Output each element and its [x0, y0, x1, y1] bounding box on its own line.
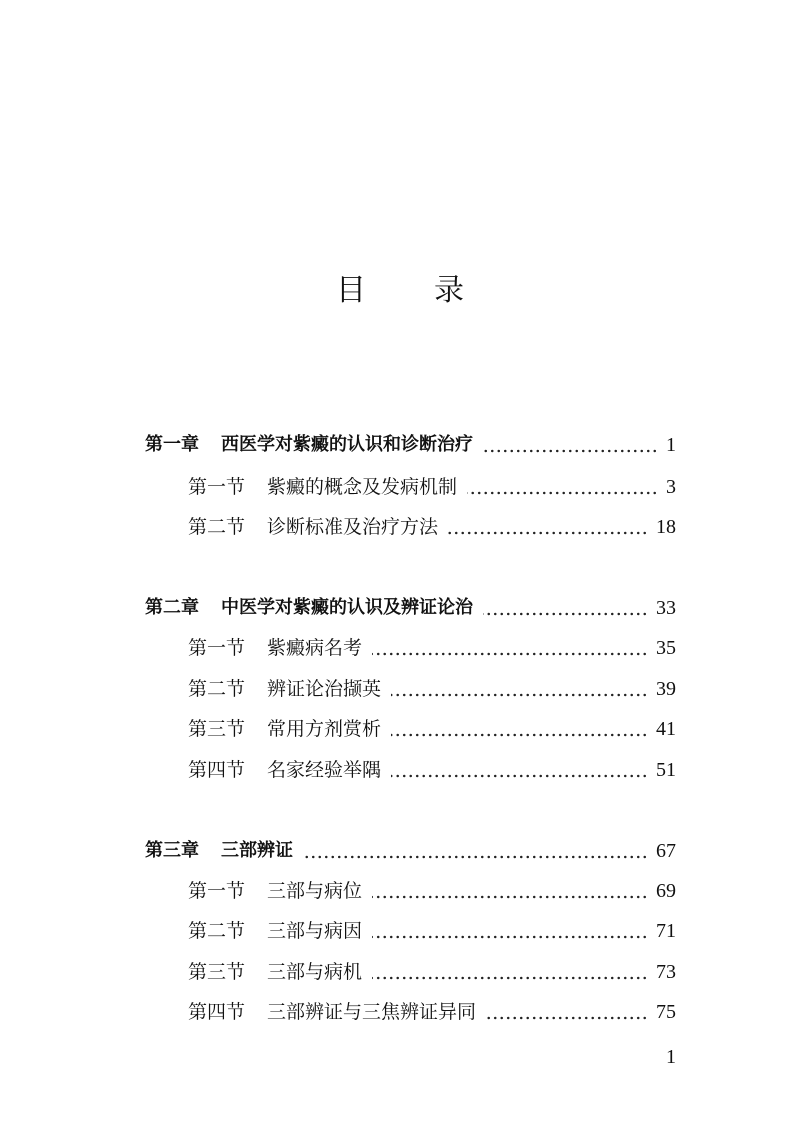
- entry-title: 三部辨证: [221, 840, 293, 861]
- entry-number: 第三节: [188, 718, 246, 740]
- page-title: [0, 265, 800, 309]
- entry-title: 三部与病因: [267, 920, 363, 942]
- dot-leader: [372, 918, 648, 944]
- entry-number: 第一节: [188, 880, 246, 902]
- entry-page: 41: [656, 718, 676, 740]
- dot-leader: [372, 878, 648, 904]
- entry-number: 第三节: [188, 961, 246, 983]
- toc-section-entry[interactable]: [188, 757, 676, 783]
- entry-number: 第二节: [188, 516, 246, 538]
- dot-leader: [483, 432, 658, 458]
- entry-page: 71: [656, 920, 676, 942]
- entry-page: 3: [666, 476, 676, 498]
- entry-title: 中医学对紫癜的认识及辨证论治: [221, 597, 473, 618]
- entry-title: 诊断标准及治疗方法: [267, 516, 439, 538]
- entry-page: 18: [656, 516, 676, 538]
- entry-page: 35: [656, 637, 676, 659]
- entry-number: 第一节: [188, 637, 246, 659]
- entry-number: 第一章: [145, 434, 199, 455]
- entry-title: 三部辨证与三焦辨证异同: [267, 1001, 477, 1023]
- dot-leader: [391, 716, 648, 742]
- dot-leader: [467, 474, 658, 500]
- entry-page: 1: [666, 434, 676, 456]
- entry-title: 辨证论治撷英: [267, 678, 382, 700]
- entry-title: 常用方剂赏析: [267, 718, 382, 740]
- dot-leader: [448, 514, 648, 540]
- dot-leader: [483, 595, 648, 621]
- entry-number: 第一节: [188, 476, 246, 498]
- entry-title: 名家经验举隅: [267, 759, 382, 781]
- entry-title: 西医学对紫癜的认识和诊断治疗: [221, 434, 473, 455]
- entry-number: 第二章: [145, 597, 199, 618]
- entry-number: 第二节: [188, 678, 246, 700]
- dot-leader: [372, 635, 648, 661]
- dot-leader: [372, 959, 648, 985]
- dot-leader: [391, 676, 648, 702]
- title-char: 目: [336, 273, 366, 308]
- entry-title: 三部与病位: [267, 880, 363, 902]
- entry-page: 33: [656, 597, 676, 619]
- toc-section-entry[interactable]: [188, 676, 676, 702]
- entry-page: 75: [656, 1001, 676, 1023]
- entry-number: 第四节: [188, 759, 246, 781]
- toc-chapter-entry[interactable]: [145, 838, 676, 864]
- entry-number: 第三章: [145, 840, 199, 861]
- entry-number: 第二节: [188, 920, 246, 942]
- toc-section-entry[interactable]: [188, 918, 676, 944]
- dot-leader: [303, 838, 648, 864]
- title-char: 录: [434, 273, 464, 308]
- toc-chapter-entry[interactable]: [145, 432, 676, 458]
- entry-page: 39: [656, 678, 676, 700]
- entry-page: 73: [656, 961, 676, 983]
- entry-title: 紫癜病名考: [267, 637, 363, 659]
- entry-title: 三部与病机: [267, 961, 363, 983]
- entry-number: 第四节: [188, 1001, 246, 1023]
- dot-leader: [486, 999, 648, 1025]
- dot-leader: [391, 757, 648, 783]
- toc-section-entry[interactable]: [188, 474, 676, 500]
- entry-page: 69: [656, 880, 676, 902]
- toc-section-entry[interactable]: [188, 999, 676, 1025]
- entry-page: 51: [656, 759, 676, 781]
- toc-section-entry[interactable]: [188, 716, 676, 742]
- toc-section-entry[interactable]: [188, 514, 676, 540]
- page-number: 1: [666, 1046, 676, 1068]
- toc-section-entry[interactable]: [188, 878, 676, 904]
- toc-chapter-entry[interactable]: [145, 595, 676, 621]
- entry-page: 67: [656, 840, 676, 862]
- toc-section-entry[interactable]: [188, 959, 676, 985]
- entry-title: 紫癜的概念及发病机制: [267, 476, 458, 498]
- toc-section-entry[interactable]: [188, 635, 676, 661]
